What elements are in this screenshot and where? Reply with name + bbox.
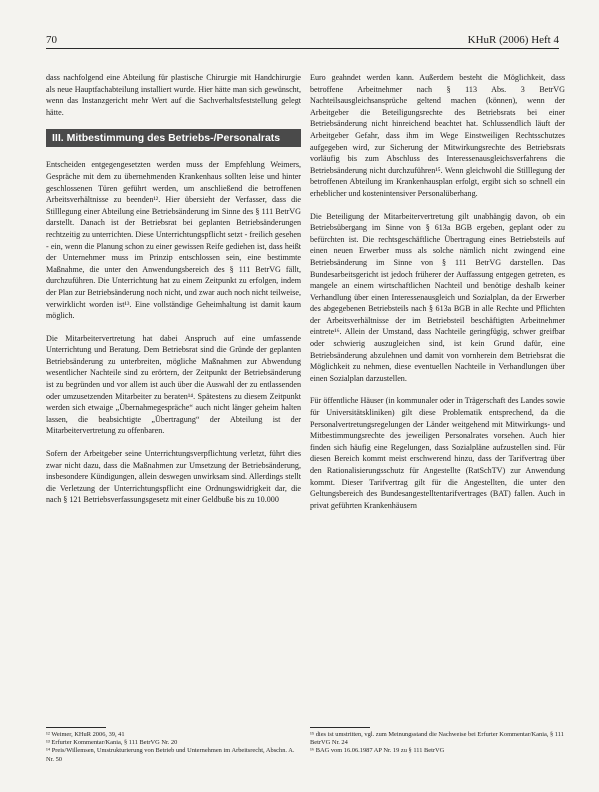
section-heading: III. Mitbestimmung des Betriebs-/Personalrats — [46, 129, 301, 147]
left-footnotes — [46, 731, 301, 764]
right-footnotes — [310, 731, 565, 756]
left-footnote-rule — [46, 727, 106, 728]
page-number: 70 — [46, 34, 57, 46]
left-intro-paragraph: dass nachfolgend eine Abteilung für plastische Chirurgie mit Handchirurgie als neue Hauptfachabteilung installiert wurde. Hier hätte man sich gewünscht, wenn das Instanzgericht mehr Wert auf die Sachverhaltsfeststellung gelegt hätte. — [46, 73, 301, 117]
footnote: ¹² Weimer, KHuR 2006, 39, 41 — [46, 731, 125, 738]
header-rule — [46, 48, 559, 49]
right-column — [310, 72, 565, 522]
left-paragraph-1: Entscheiden entgegengesetzten werden muss der Empfehlung Weimers, Gespräche mit dem zu übernehmenden Krankenhaus sollten leise und hinter geschlossenen Türen geführt werden, um anschließend die betroffenen Arbeitsverhältnisse zu beenden¹². Hier übersieht der Verfasser, dass die Stilllegung einer Abteilung eine Betriebsänderung im Sinne des § 111 BetrVG darstellt. Danach ist der Betriebsrat bei geplanten Betriebsänderungen rechtzeitig zu unterrichten. Diese Unterrichtungspflicht setzt - freilich gesehen - ein, wenn die Planung schon zu einer gewissen Reife gediehen ist, dass heißt der Unternehmer muss im Prinzip entschlossen sein, eine bestimmte Maßnahme, die unter den Anwendungsbereich des § 111 BetrVG fällt, durchzuführen. Die Unterrichtung hat zu einem Zeitpunkt zu erfolgen, indem der Plan zur Betriebsänderung noch nicht, und zwar auch noch nicht teilweise, verwirklicht worden ist¹³. Eine vollständige Geheimhaltung ist damit kaum möglich. — [46, 160, 301, 321]
right-paragraph-3: Für öffentliche Häuser (in kommunaler oder in Trägerschaft des Landes sowie für Universitätskliniken) gilt diese Problematik entsprechend, da die Personalvertretungsregelungen der Länder weitgehend mit Mitwirkungs- und Mitbestimmungsrechte des jeweiligen Personalrates vorsehen. Auch hier finden sich häufig eine Regelungen, dass Sozialpläne aufzustellen sind. Für diesen Bereich kommt meist erschwerend hinzu, dass der Tarifvertrag über den Rationalisierungsschutz für Angestellte (RatSchTV) zur Anwendung kommt. Dieser Tarifvertrag gilt für die Angestellten, die unter den Geltungsbereich des Bundesangestelltentarifvertrages (BAT) fallen. Auch in privat geführten Krankenhäusern — [310, 396, 565, 510]
journal-reference: KHuR (2006) Heft 4 — [467, 34, 559, 46]
footnote: ¹⁵ dies ist umstritten, vgl. zum Meinungsstand die Nachweise bei Erfurter Kommentar/Kania, § 111 BetrVG Nr. 24 — [310, 731, 564, 747]
right-paragraph-2: Die Beteiligung der Mitarbeitervertretung gilt unabhängig davon, ob ein Betriebsübergang im Sinne von § 613a BGB ergeben, geplant oder zu befürchten ist. Die rechtsgeschäftliche Übertragung eines Betriebsteils auf einen neuen Erwerber muss als solche nämlich nicht zwingend eine Betriebsänderung im Sinne von § 111 BetrVG darstellen. Das Bundesarbeitsgericht ist jedoch früherer der Auffassung entgegen getreten, es mangele an einem wirtschaftlichen Nachteil und benötige deshalb keiner Verhandlung über einen Interessenausgleich und Sozialplan, da der Erwerber des abgegebenen Betriebsteils nach § 613a BGB in alle Rechte und Pflichten der Arbeitsverhältnisse der im Betriebsteil beschäftigten Arbeitnehmer eintrete¹⁶. Allein der Umstand, dass Nachteile geringfügig, schwer greifbar oder schwierig auszugleichen sind, ist kein Grund dafür, eine Betriebsänderung abzulehnen und damit von vornherein dem Betriebsrat die Möglichkeit zu nehmen, diese eventuellen Nachteile in Verhandlungen über einen Sozialplan darzustellen. — [310, 211, 565, 383]
right-footnote-rule — [310, 727, 370, 728]
footnote: ¹³ Erfurter Kommentar/Kania, § 111 BetrVG Nr. 20 — [46, 739, 178, 747]
footnote: ¹⁶ BAG vom 16.06.1987 AP Nr. 19 zu § 111 BetrVG — [310, 747, 445, 755]
page-header — [46, 28, 559, 46]
left-paragraph-2: Die Mitarbeitervertretung hat dabei Anspruch auf eine umfassende Unterrichtung und Beratung. Dem Betriebsrat sind die Gründe der geplanten Betriebsänderung zu unterbreiten, mögliche Maßnahmen zur Abwendung wesentlicher Nachteile sind zu erörtern, der Zeitpunkt der Betriebsänderung ist zu begründen und vor allem ist auch über die Auswahl der zu entlassenden oder umzusetzenden Mitarbeiter zu beraten¹⁴. Spätestens zu diesem Zeitpunkt werden sich etwaige „Übernahmegespräche“ auch nicht länger geheim halten lassen, die beabsichtigte „Übertragung“ der Abteilung ist der Mitarbeitervertretung zu offenbaren. — [46, 333, 301, 436]
right-paragraph-1: Euro geahndet werden kann. Außerdem besteht die Möglichkeit, dass betroffene Arbeitnehmer nach § 113 Abs. 3 BetrVG Nachteilsausgleichsansprüche geltend machen (können), wenn der Arbeitgeber die Beteiligungsrechte des Betriebsrats bei einer Betriebsänderung nicht hinreichend beachtet hat. Schlussendlich läuft der Arbeitgeber Gefahr, dass ihm im Wege Einstweiligen Rechtsschutzes aufgegeben wird, zur Sicherung der Mitwirkungsrechte des Betriebsrats vorläufig bis zum Abschluss des Interessenausgleichsverfahrens die Betriebsänderung nicht durchzuführen¹⁵. Wenn gleichwohl die Stilllegung der betroffenen Abteilung im Krankenhausplan erfolgt, ergibt sich so schnell ein erheblicher und kostenintensiver Personalüberhang. — [310, 73, 565, 198]
left-paragraph-3: Sofern der Arbeitgeber seine Unterrichtungsverpflichtung verletzt, führt dies zwar nicht dazu, dass die Maßnahmen zur Umsetzung der Betriebsänderung, insbesondere Kündigungen, allein deswegen unwirksam sind. Allerdings stellt die Verletzung der Unterrichtungspflicht eine Ordnungswidrigkeit dar, die nach § 121 Betriebsverfassungsgesetz mit einer Geldbuße bis zu 10.000 — [46, 449, 301, 505]
left-column — [46, 72, 301, 517]
footnote: ¹⁴ Preis/Willemsen, Umstrukturierung von Betrieb und Unternehmen im Arbeitsrecht, Abschn. A. Nr. 50 — [46, 747, 295, 763]
